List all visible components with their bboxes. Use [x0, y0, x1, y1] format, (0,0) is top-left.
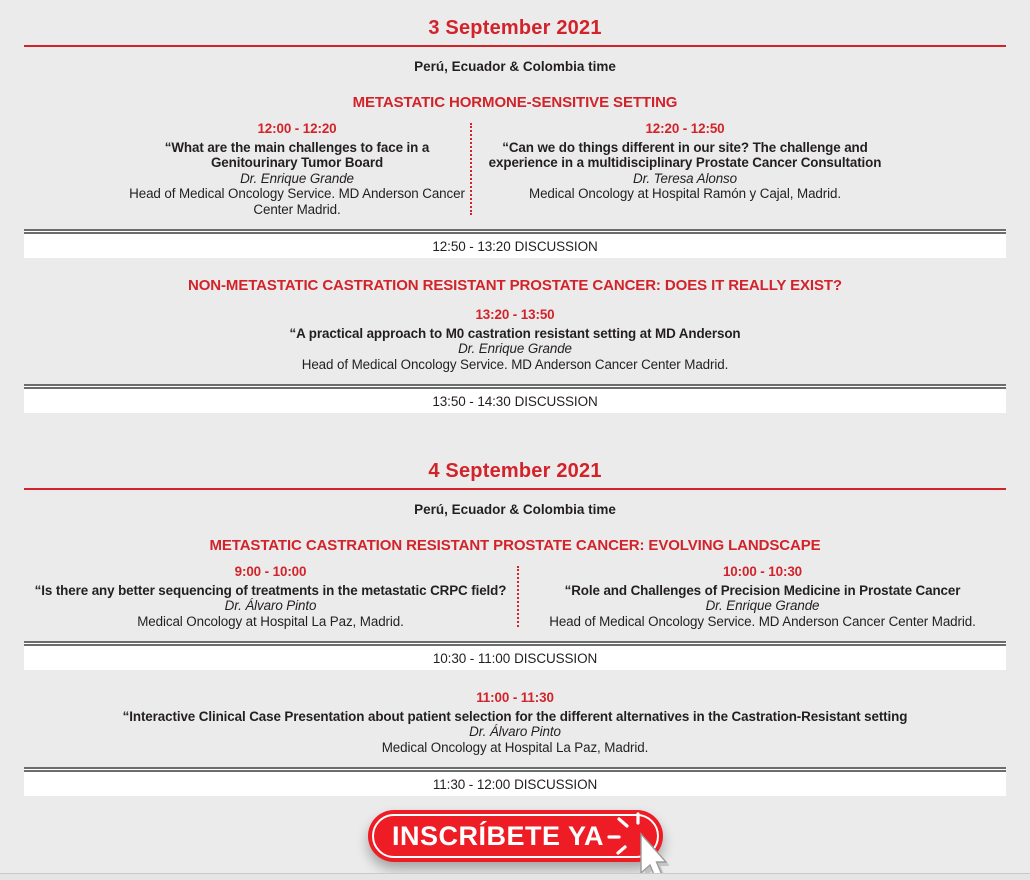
session-affiliation: Head of Medical Oncology Service. MD Anderson Cancer Center Madrid. — [301, 356, 729, 372]
discussion-time: 10:30 - 11:00 — [432, 650, 511, 666]
session-card — [472, 121, 1006, 217]
session-card — [24, 121, 470, 217]
day-1-red-rule — [24, 45, 1006, 47]
session-affiliation: Medical Oncology at Hospital La Paz, Madrid. — [381, 739, 649, 755]
day-2-sessions-row — [24, 564, 1006, 629]
session-title: “A practical approach to M0 castration resistant setting at MD Anderson — [289, 325, 741, 341]
discussion-bar — [24, 229, 1006, 258]
discussion-label: DISCUSSION — [514, 238, 598, 254]
session-time: 12:00 - 12:20 — [257, 121, 337, 136]
session-card — [24, 307, 1006, 372]
discussion-label: DISCUSSION — [514, 650, 598, 666]
discussion-time: 12:50 - 13:20 — [432, 238, 511, 254]
session-time: 9:00 - 10:00 — [234, 564, 307, 579]
session-time: 13:20 - 13:50 — [475, 307, 555, 322]
register-button[interactable] — [368, 810, 663, 862]
day-2-block — [0, 459, 1030, 796]
session-affiliation: Medical Oncology at Hospital Ramón y Cajal, Madrid. — [529, 186, 841, 201]
discussion-bar — [24, 641, 1006, 670]
session-affiliation: Medical Oncology at Hospital La Paz, Madrid. — [137, 613, 404, 629]
day-1-section-2-heading: NON-METASTATIC CASTRATION RESISTANT PROSTATE CANCER: DOES IT REALLY EXIST? — [188, 277, 842, 294]
session-time: 11:00 - 11:30 — [476, 690, 554, 705]
day-2-section-1-heading: METASTATIC CASTRATION RESISTANT PROSTATE CANCER: EVOLVING LANDSCAPE — [209, 537, 821, 554]
session-speaker: Dr. Álvaro Pinto — [224, 598, 317, 613]
day-2-timezone: Perú, Ecuador & Colombia time — [414, 502, 616, 517]
session-speaker: Dr. Enrique Grande — [458, 341, 572, 356]
session-affiliation: Head of Medical Oncology Service. MD Anderson Cancer Center Madrid. — [129, 186, 465, 217]
discussion-label: DISCUSSION — [514, 776, 598, 792]
day-1-sessions-row — [24, 121, 1006, 217]
session-speaker: Dr. Enrique Grande — [240, 170, 354, 186]
session-card — [519, 564, 1006, 629]
day-1-title: 3 September 2021 — [428, 17, 602, 39]
session-title: “Interactive Clinical Case Presentation about patient selection for the different alternatives in the Castration-Resistant setting — [122, 708, 908, 724]
discussion-bar — [24, 384, 1006, 413]
discussion-label: DISCUSSION — [514, 393, 598, 409]
discussion-bar — [24, 767, 1006, 796]
session-title: “Is there any better sequencing of treatments in the metastatic CRPC field? — [34, 582, 507, 598]
session-card — [24, 690, 1006, 755]
session-title: “Role and Challenges of Precision Medicine in Prostate Cancer — [564, 582, 961, 598]
session-speaker: Dr. Teresa Alonso — [633, 170, 737, 186]
register-row — [0, 810, 1030, 862]
session-title: “What are the main challenges to face in a Genitourinary Tumor Board — [164, 139, 430, 170]
session-speaker: Dr. Álvaro Pinto — [469, 724, 561, 739]
session-title: “Can we do things different in our site? The challenge and experience in a multidisciplinary Prostate Cancer Consultation — [488, 139, 882, 170]
session-time: 10:00 - 10:30 — [722, 564, 803, 579]
click-cursor-icon — [605, 812, 669, 880]
bottom-rule — [0, 873, 1030, 880]
day-1-section-1-heading: METASTATIC HORMONE-SENSITIVE SETTING — [352, 94, 678, 111]
discussion-time: 11:30 - 12:00 — [432, 776, 511, 792]
day-2-red-rule — [24, 488, 1006, 490]
session-time: 12:20 - 12:50 — [645, 121, 725, 136]
session-affiliation: Head of Medical Oncology Service. MD Anderson Cancer Center Madrid. — [549, 613, 976, 629]
day-1-timezone: Perú, Ecuador & Colombia time — [414, 59, 616, 74]
discussion-time: 13:50 - 14:30 — [432, 393, 511, 409]
session-card — [24, 564, 517, 629]
day-2-title: 4 September 2021 — [428, 460, 602, 482]
register-button-label: INSCRÍBETE YA — [391, 820, 605, 851]
session-speaker: Dr. Enrique Grande — [705, 598, 820, 613]
day-1-block — [0, 0, 1030, 413]
